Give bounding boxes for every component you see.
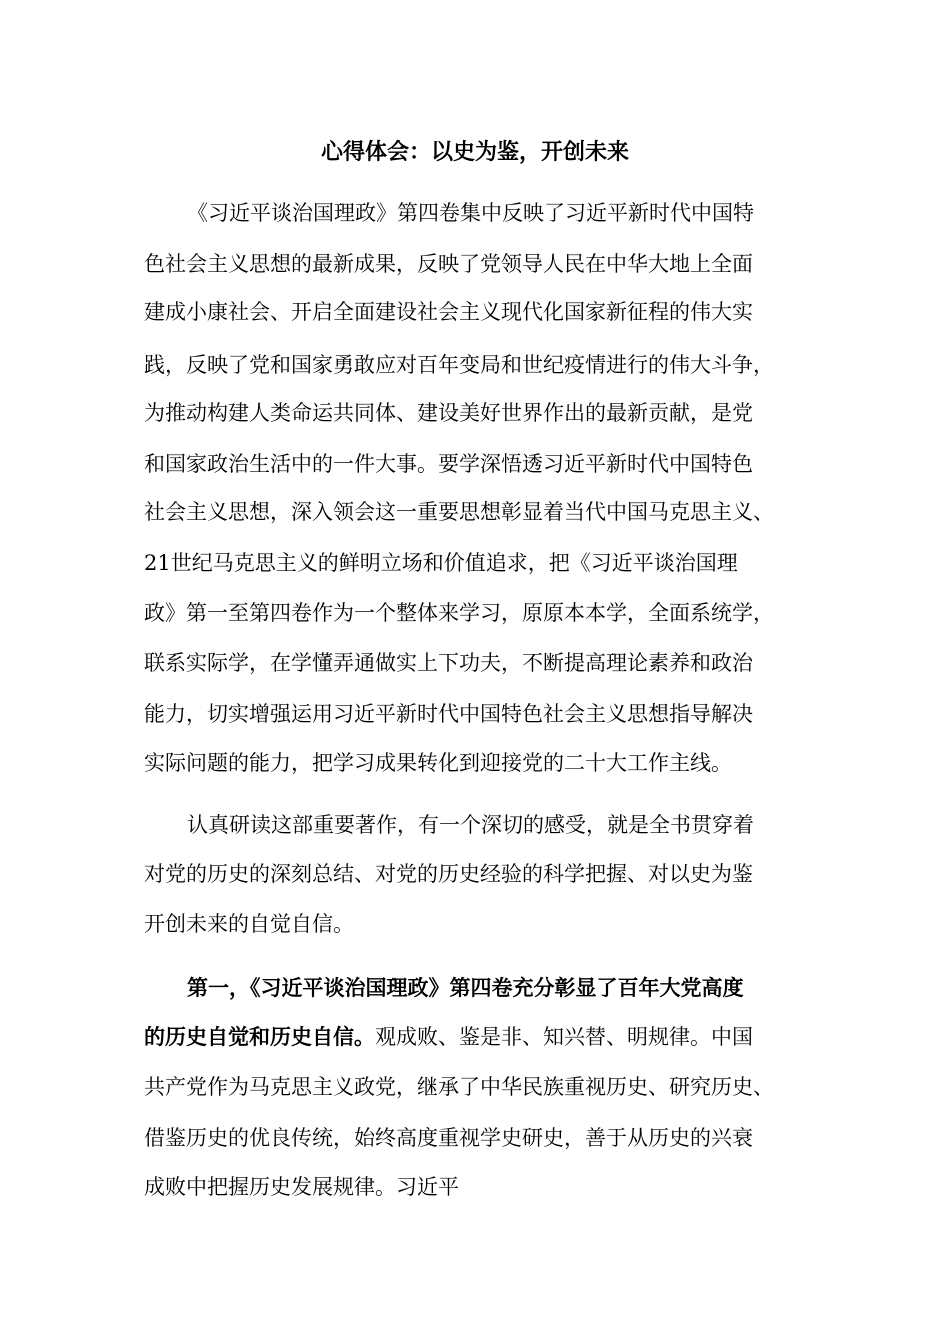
paragraph-1-line-3: 建成小康社会、开启全面建设社会主义现代化国家新征程的伟大实 (144, 300, 753, 324)
document-title: 心得体会：以史为鉴，开创未来 (320, 139, 629, 165)
paragraph-3-line-5: 成败中把握历史发展规律。习近平 (144, 1175, 459, 1199)
paragraph-1-line-12: 实际问题的能力，把学习成果转化到迎接党的二十大工作主线。 (144, 751, 732, 775)
paragraph-1-line-9: 政》第一至第四卷作为一个整体来学习，原原本本学，全面系统学， (144, 601, 774, 625)
paragraph-2-line-2: 对党的历史的深刻总结、对党的历史经验的科学把握、对以史为鉴 (144, 862, 753, 886)
paragraph-1-line-11: 能力，切实增强运用习近平新时代中国特色社会主义思想指导解决 (144, 702, 753, 726)
paragraph-3-line-1-heading: 第一，《习近平谈治国理政》第四卷充分彰显了百年大党高度 (187, 975, 744, 1000)
paragraph-1-line-10: 联系实际学，在学懂弄通做实上下功夫，不断提高理论素养和政治 (144, 651, 753, 675)
paragraph-1-line-7: 社会主义思想，深入领会这一重要思想彰显着当代中国马克思主义、 (144, 500, 774, 524)
paragraph-1-line-2: 色社会主义思想的最新成果，反映了党领导人民在中华大地上全面 (144, 252, 753, 276)
paragraph-2-line-1: 认真研读这部重要著作，有一个深切的感受，就是全书贯穿着 (187, 813, 754, 837)
paragraph-3-line-4: 借鉴历史的优良传统，始终高度重视学史研史，善于从历史的兴衰 (144, 1126, 753, 1150)
paragraph-1-line-8: 21世纪马克思主义的鲜明立场和价值追求，把《习近平谈治国理 (144, 551, 738, 575)
paragraph-3-heading-end: 的历史自觉和历史自信。 (144, 1024, 375, 1049)
paragraph-3-line-3: 共产党作为马克思主义政党，继承了中华民族重视历史、研究历史、 (144, 1075, 774, 1099)
paragraph-1-line-5: 为推动构建人类命运共同体、建设美好世界作出的最新贡献，是党 (144, 401, 753, 425)
paragraph-1-line-1: 《习近平谈治国理政》第四卷集中反映了习近平新时代中国特 (187, 201, 754, 225)
paragraph-3-line-2 (144, 1022, 753, 1052)
paragraph-2-line-3: 开创未来的自觉自信。 (144, 912, 354, 936)
paragraph-1-line-4: 践，反映了党和国家勇敢应对百年变局和世纪疫情进行的伟大斗争， (144, 353, 774, 377)
paragraph-1-line-6: 和国家政治生活中的一件大事。要学深悟透习近平新时代中国特色 (144, 452, 753, 476)
paragraph-3-line-2-rest: 观成败、鉴是非、知兴替、明规律。中国 (375, 1025, 753, 1049)
